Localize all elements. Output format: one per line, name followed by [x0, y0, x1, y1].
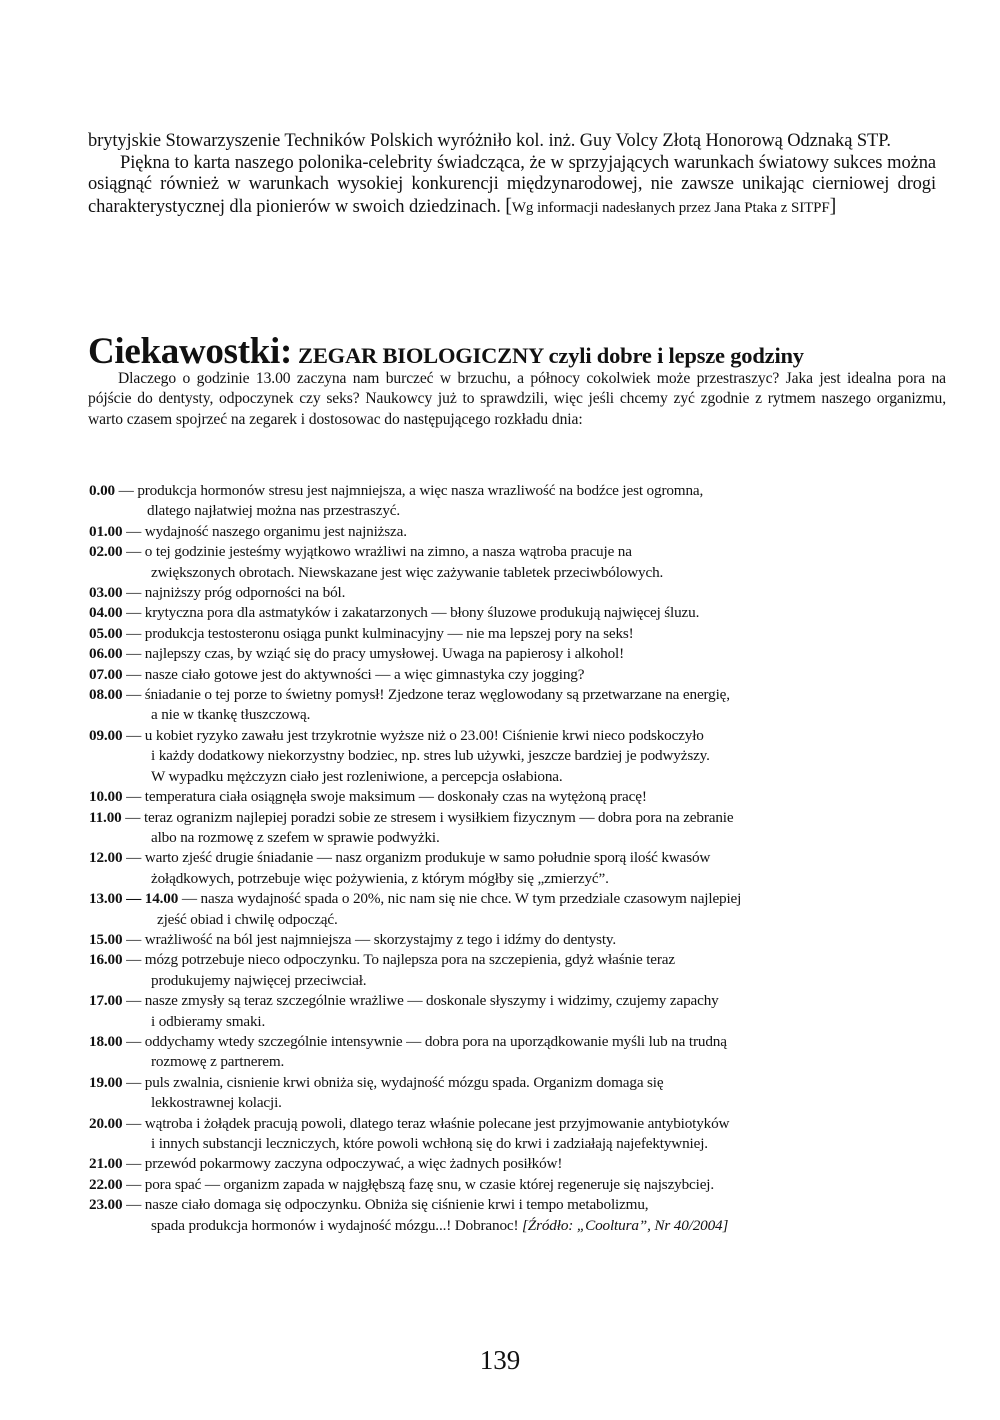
entry-time: 08.00 — [89, 686, 123, 704]
entry-dash: — — [122, 1032, 145, 1050]
entry-text: teraz ogranizm najlepiej poradzi sobie ze stresem i wysiłkiem fizycznym — dobra pora na zebranie — [143, 808, 734, 826]
entry-time: 05.00 — [89, 624, 123, 642]
entry-time: 04.00 — [89, 604, 123, 622]
entry-dash: — — [122, 1073, 145, 1091]
entry-dash: — — [122, 1175, 145, 1193]
entry-text: pora spać — organizm zapada w najgłębszą fazę snu, w czasie której regeneruje się najszybciej. — [144, 1175, 715, 1193]
entry-text: nasze ciało domaga się odpoczynku. Obniża się ciśnienie krwi i tempo metabolizmu, — [144, 1196, 649, 1214]
entry-time: 13.00 — 14.00 — [89, 890, 179, 908]
entry-continuation: a nie w tkankę tłuszczową. — [151, 706, 311, 724]
entry-continuation: zwiększonych obrotach. Niewskazane jest więc zażywanie tabletek przeciwbólowych. — [151, 563, 664, 581]
schedule-entry — [89, 542, 949, 583]
entry-time: 07.00 — [89, 665, 123, 683]
entry-continuation: lekkostrawnej kolacji. — [151, 1094, 282, 1112]
entry-text: przewód pokarmowy zaczyna odpoczywać, a więc żadnych posiłków! — [144, 1155, 563, 1173]
entry-continuation: albo na rozmowę z szefem w sprawie podwyżki. — [151, 828, 440, 846]
entry-dash: — — [122, 624, 145, 642]
section-heading — [88, 330, 804, 373]
entry-time: 0.00 — [89, 482, 115, 499]
source-citation: [Źródło: „Cooltura”, Nr 40/2004] — [522, 1216, 729, 1234]
entry-dash: — — [122, 951, 145, 969]
entry-dash: — — [114, 482, 138, 499]
entry-dash: — — [122, 604, 145, 622]
entry-time: 21.00 — [89, 1155, 123, 1173]
entry-dash: — — [122, 645, 145, 663]
entry-continuation: żołądkowych, potrzebuje więc pożywienia, z którym mógłby się „zmierzyć”. — [151, 869, 609, 887]
article-intro — [88, 369, 946, 430]
entry-text: u kobiet ryzyko zawału jest trzykrotnie wyższe niż o 23.00! Ciśnienie krwi nieco podskoczyło — [144, 726, 704, 744]
entry-text: produkcja testosteronu osiąga punkt kulminacyjny — nie ma lepszej pory na seks! — [144, 624, 634, 642]
paragraph-award: brytyjskie Stowarzyszenie Techników Polskich wyróżniło kol. inż. Guy Volcy Złotą Honorową Odznaką STP. — [88, 131, 891, 151]
entry-text: najniższy próg odporności na ból. — [144, 584, 346, 602]
heading-title: Ciekawostki: — [88, 331, 293, 372]
schedule-entry — [89, 1114, 949, 1155]
schedule-entry — [89, 808, 949, 849]
entry-text: najlepszy czas, by wziąć się do pracy umysłowej. Uwaga na papierosy i alkohol! — [144, 645, 624, 663]
schedule-entry — [89, 787, 949, 807]
entry-time: 09.00 — [89, 726, 123, 744]
entry-time: 22.00 — [89, 1175, 123, 1193]
entry-dash: — — [122, 1114, 145, 1132]
source-note: Wg informacji nadesłanych przez Jana Ptaka z SITPF — [511, 199, 830, 216]
entry-time: 16.00 — [89, 951, 123, 969]
heading-subtitle: ZEGAR BIOLOGICZNY czyli dobre i lepsze godziny — [298, 343, 804, 368]
entry-continuation: rozmowę z partnerem. — [151, 1053, 285, 1071]
entry-text: śniadanie o tej porze to świetny pomysł! Zjedzone teraz węglowodany są przetwarzane na energię, — [144, 686, 730, 704]
entry-continuation: i odbieramy smaki. — [151, 1012, 266, 1030]
schedule-entry — [89, 1175, 949, 1195]
schedule-entry — [89, 848, 949, 889]
entry-text: krytyczna pora dla astmatyków i zakatarzonych — błony śluzowe produkują najwięcej śluzu. — [144, 604, 700, 622]
entry-continuation: zjeść obiad i chwilę odpocząć. — [157, 910, 338, 928]
entry-dash: — — [178, 890, 201, 908]
schedule-entry — [89, 930, 949, 950]
schedule-entry — [89, 1154, 949, 1174]
entry-continuation: dlatego najłatwiej można nas przestraszyć. — [147, 502, 401, 520]
schedule-entry — [89, 889, 949, 930]
entry-text: nasza wydajność spada o 20%, nic nam się nie chce. W tym przedziale czasowym najlepiej — [200, 890, 742, 908]
entry-text: mózg potrzebuje nieco odpoczynku. To najlepsza pora na szczepienia, gdyż właśnie teraz — [144, 951, 675, 969]
entry-dash: — — [122, 584, 145, 602]
entry-text: oddychamy wtedy szczególnie intensywnie — dobra pora na uporządkowanie myśli lub na trudną — [144, 1032, 727, 1050]
entry-dash: — — [122, 930, 145, 948]
entry-text: puls zwalnia, cisnienie krwi obniża się, wydajność mózgu spada. Organizm domaga się — [144, 1073, 664, 1091]
entry-text: produkcja hormonów stresu jest najmniejsza, a więc nasza wrazliwość na bodźce jest ogromna, — [137, 482, 704, 499]
page-number: 139 — [479, 1345, 521, 1375]
entry-text: nasze zmysły są teraz szczególnie wrażliwe — doskonale słyszymy i widzimy, czujemy zapachy — [144, 992, 719, 1010]
schedule-entry — [89, 522, 949, 542]
schedule-entry — [89, 665, 949, 685]
entry-dash: — — [122, 726, 145, 744]
entry-text: o tej godzinie jesteśmy wyjątkowo wrażliwi na zimno, a nasza wątroba pracuje na — [144, 543, 632, 561]
entry-dash: — — [122, 1155, 145, 1173]
schedule-entry — [89, 726, 949, 787]
schedule-entry — [89, 1032, 949, 1073]
entry-time: 15.00 — [89, 930, 123, 948]
paragraph-text: Piękna to karta naszego polonika-celebrity świadcząca, że w sprzyjających warunkach światowy sukces można osiągnąć również w warunkach wysokiej konkurencji międzynarodowej, nie zawsze unikając cierniowej drogi charakterystycznej dla pionierów w swoich dziedzinach. — [88, 152, 936, 217]
entry-continuation: spada produkcja hormonów i wydajność mózgu...! Dobranoc! [Źródło: „Cooltura”, Nr 40/2004] — [151, 1216, 729, 1234]
entry-continuation: W wypadku mężczyzn ciało jest rozleniwione, a percepcja osłabiona. — [151, 767, 563, 785]
schedule-entry — [89, 624, 949, 644]
entry-time: 20.00 — [89, 1114, 123, 1132]
entry-dash: — — [122, 543, 145, 561]
entry-continuation: i każdy dodatkowy niekorzystny bodziec, np. stres lub używki, jeszcze bardziej je podwyższy. — [151, 747, 710, 765]
entry-time: 11.00 — [89, 808, 122, 826]
entry-dash: — — [122, 686, 145, 704]
intro-section — [88, 131, 936, 219]
entry-continuation: produkujemy najwięcej przeciwciał. — [151, 971, 367, 989]
intro-text: Dlaczego o godzinie 13.00 zaczyna nam burczeć w brzuchu, a północy cokolwiek może przestraszyc? Jaka jest idealna pora na pójście do dentysty, odpoczynek czy seks? Naukowcy już to sprawdzili, więc jeśli chcemy zyć zgodnie z rytmem naszego organizmu, warto czasem spojrzeć na zegarek i dostosowac do następującego rozkładu dnia: — [88, 370, 946, 428]
schedule-entry — [89, 685, 949, 726]
entry-time: 18.00 — [89, 1032, 123, 1050]
entry-time: 19.00 — [89, 1073, 123, 1091]
schedule-entry — [89, 644, 949, 664]
schedule-entry — [89, 1195, 949, 1236]
schedule-entry — [89, 583, 949, 603]
entry-dash: — — [122, 788, 145, 806]
entry-time: 01.00 — [89, 522, 123, 540]
entry-time: 23.00 — [89, 1196, 123, 1214]
entry-time: 06.00 — [89, 645, 123, 663]
schedule-entry — [89, 991, 949, 1032]
schedule-list — [89, 481, 949, 1236]
entry-text: nasze ciało gotowe jest do aktywności — a więc gimnastyka czy jogging? — [144, 665, 585, 683]
entry-time: 10.00 — [89, 788, 123, 806]
schedule-entry — [89, 603, 949, 623]
entry-dash: — — [122, 665, 145, 683]
entry-dash: — — [121, 808, 144, 826]
schedule-entry — [89, 950, 949, 991]
schedule-entry — [89, 481, 949, 522]
entry-dash: — — [122, 522, 145, 540]
entry-time: 03.00 — [89, 584, 123, 602]
entry-text: warto zjeść drugie śniadanie — nasz organizm produkuje w samo południe sporą ilość kwasów — [144, 849, 711, 867]
entry-text: wrażliwość na ból jest najmniejsza — skorzystajmy z tego i idźmy do dentysty. — [144, 930, 617, 948]
entry-dash: — — [122, 849, 145, 867]
entry-text: temperatura ciała osiągnęła swoje maksimum — doskonały czas na wytężoną pracę! — [144, 788, 647, 806]
entry-dash: — — [122, 1196, 145, 1214]
entry-dash: — — [122, 992, 145, 1010]
entry-time: 02.00 — [89, 543, 123, 561]
paragraph-celebrity: Piękna to karta naszego polonika-celebrity świadcząca, że w sprzyjających warunkach światowy sukces można osiągnąć również w warunkach wysokiej konkurencji międzynarodowej, nie zawsze unikając cierniowej drogi charakterystycznej dla pionierów w swoich dziedzinach. [Wg informacji nadesłanych przez Jana Ptaka z SITPF] — [88, 152, 936, 217]
entry-text: wydajność naszego organimu jest najniższa. — [144, 522, 407, 540]
schedule-entry — [89, 1073, 949, 1114]
entry-time: 17.00 — [89, 992, 123, 1010]
entry-continuation: i innych substancji leczniczych, które powoli wchłoną się do krwi i zadziałają najefektywniej. — [151, 1135, 708, 1152]
entry-text: wątroba i żołądek pracują powoli, dlatego teraz właśnie polecane jest przyjmowanie antybiotyków — [144, 1114, 730, 1132]
entry-time: 12.00 — [89, 849, 123, 867]
